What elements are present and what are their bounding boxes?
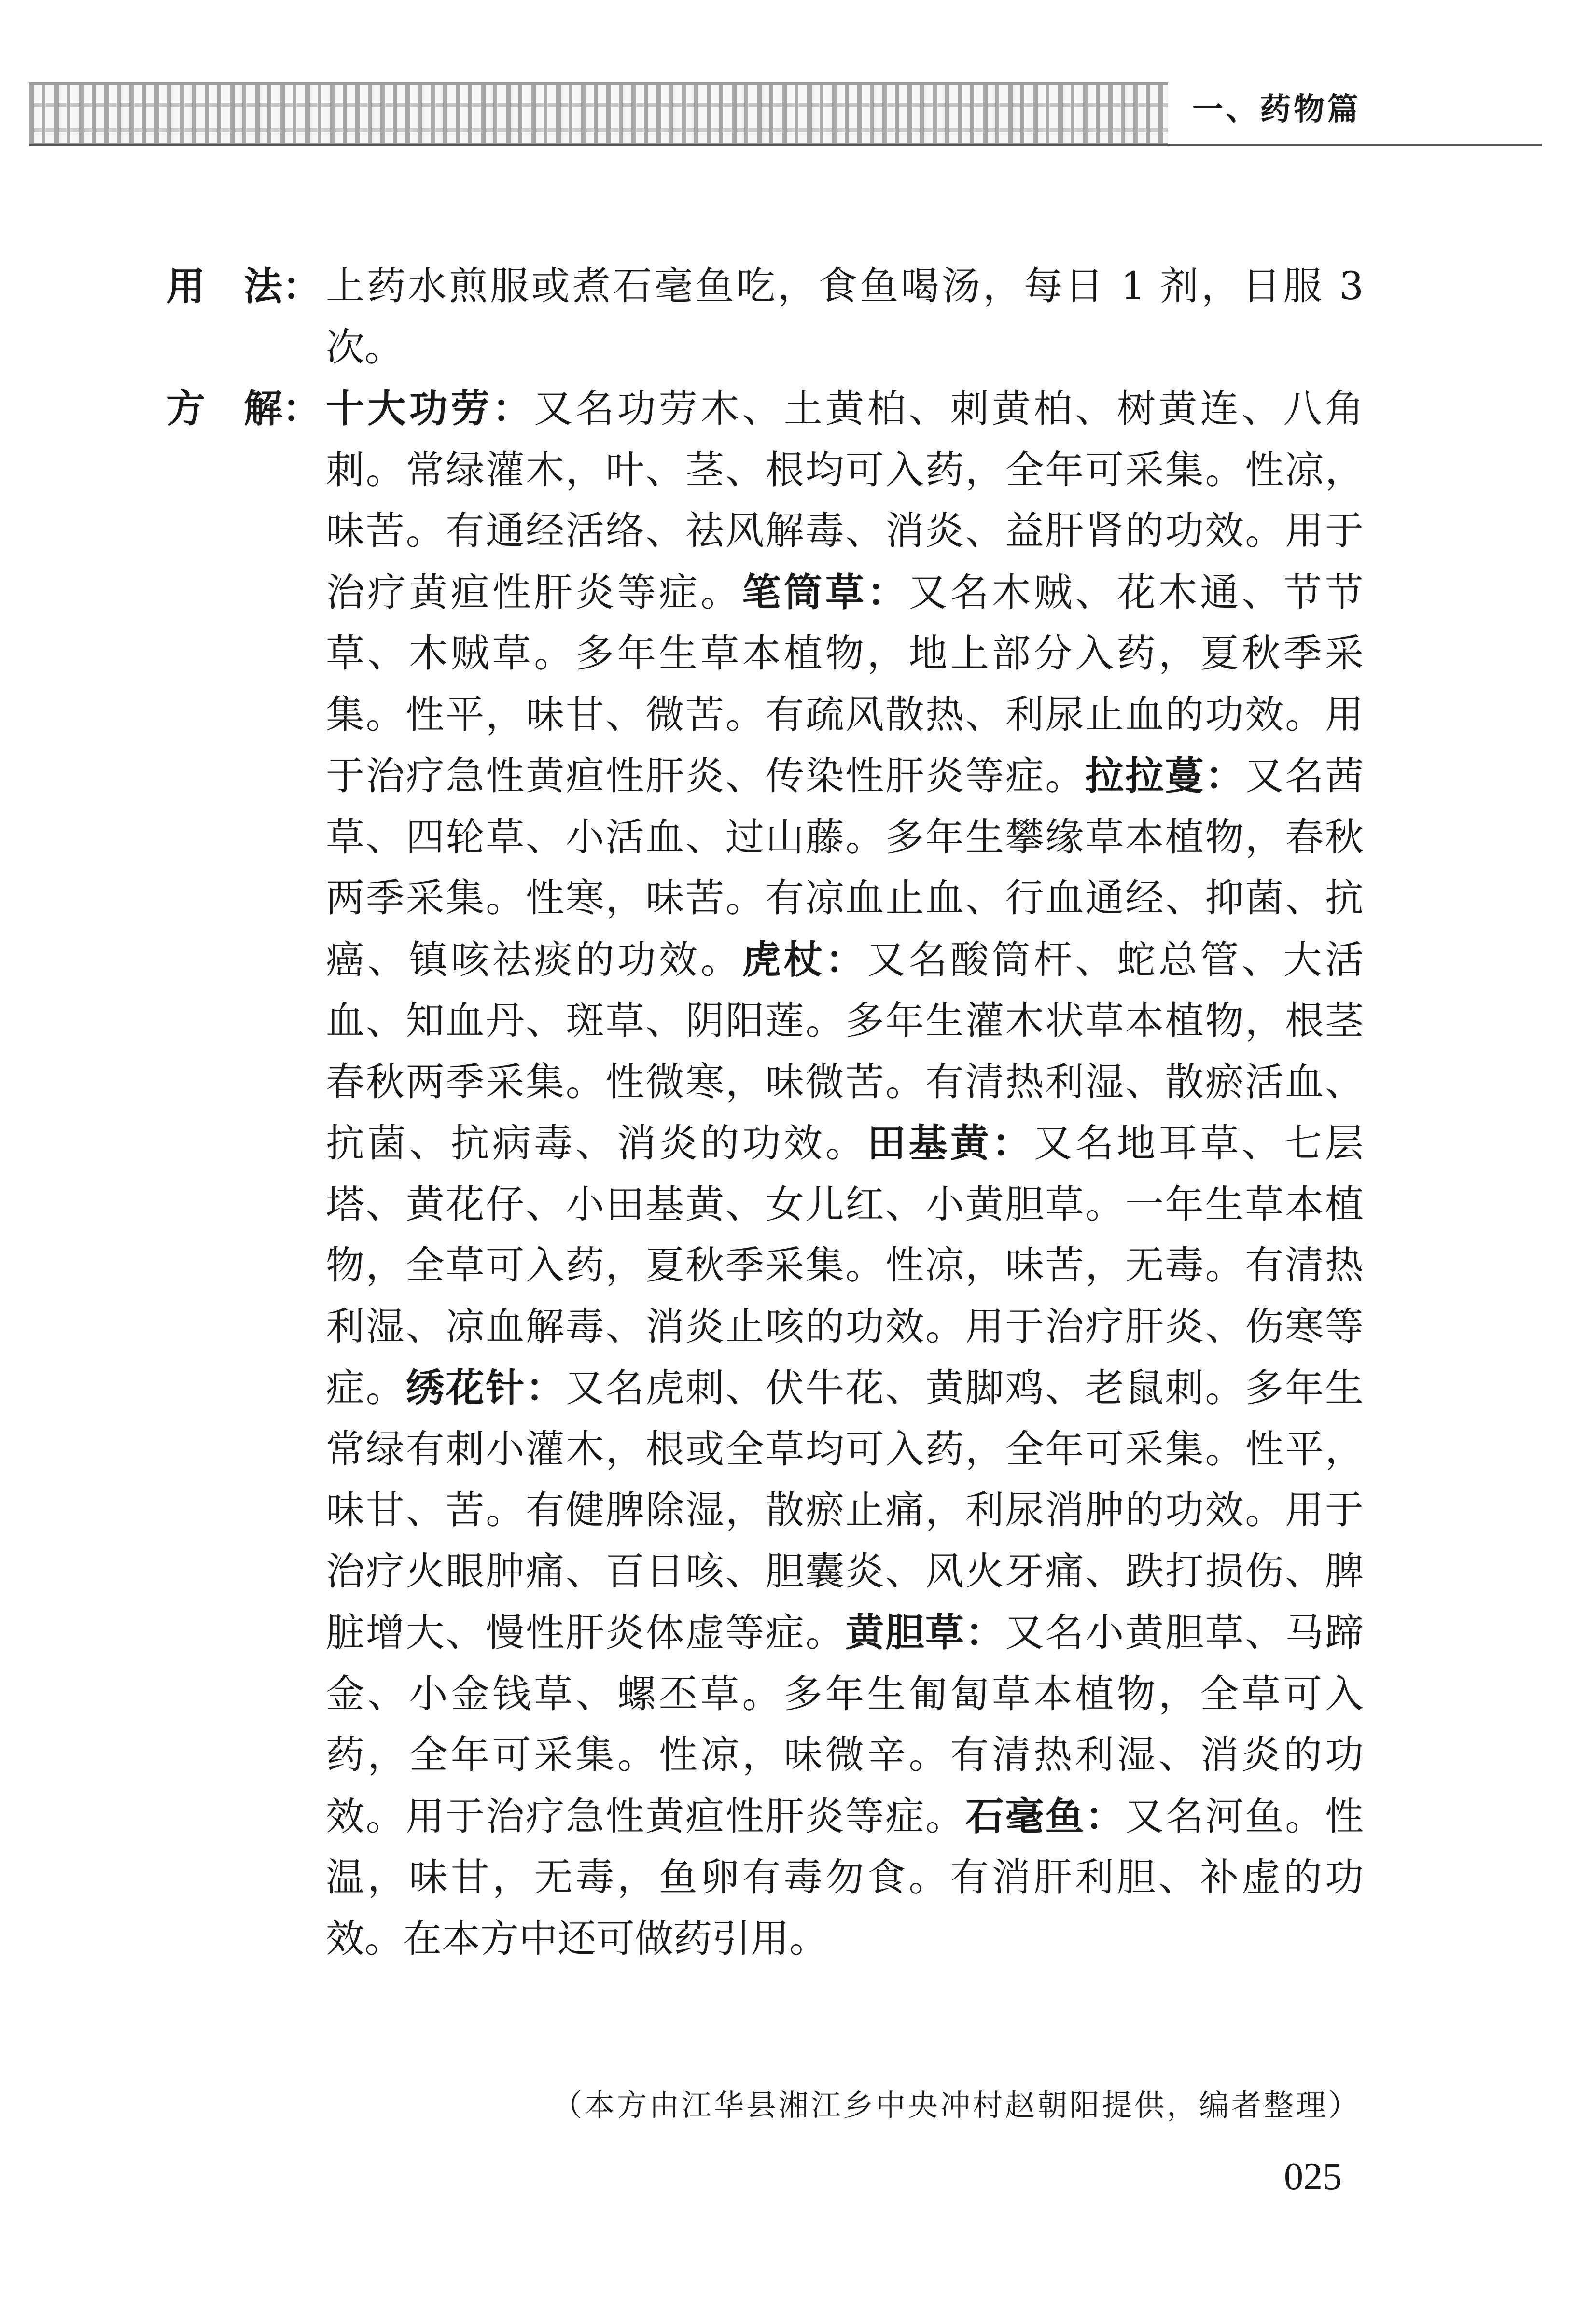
- herb-description: 又名地耳草、七层塔、黄花仔、小田基黄、女儿红、小黄胆草。一年生草本植物，全草可入药，夏秋季采集。性凉，味苦，无毒。有清热利湿、凉血解毒、消炎止咳的功效。用于治疗肝炎、伤寒等症。: [326, 1121, 1364, 1410]
- usage-label: 用 法：: [167, 264, 321, 309]
- explanation-entry: [167, 378, 1364, 1969]
- herb-name: 拉拉蔓：: [1085, 753, 1245, 798]
- page-number: 025: [1284, 2156, 1342, 2198]
- main-text: [167, 256, 1364, 1969]
- herb-description: 又名小黄胆草、马蹄金、小金钱草、螺丕草。多年生匍匐草本植物，全草可入药，全年可采集。性凉，味微辛。有清热利湿、消炎的功效。用于治疗急性黄疸性肝炎等症。: [326, 1610, 1364, 1839]
- header-rule: [29, 144, 1542, 146]
- usage-text: 上药水煎服或煮石毫鱼吃，食鱼喝汤，每日 1 剂，日服 3 次。: [326, 264, 1364, 370]
- herb-name: 黄胆草：: [845, 1610, 1005, 1655]
- herb-description: 又名功劳木、土黄柏、刺黄柏、树黄连、八角刺。常绿灌木，叶、茎、根均可入药，全年可采集。性凉，味苦。有通经活络、祛风解毒、消炎、益肝肾的功效。用于治疗黄疸性肝炎等症。: [326, 386, 1364, 615]
- herb-name: 石毫鱼：: [965, 1793, 1126, 1839]
- herb-description: 又名茜草、四轮草、小活血、过山藤。多年生攀缘草本植物，春秋两季采集。性寒，味苦。有凉血止血、行血通经、抑菌、抗癌、镇咳祛痰的功效。: [326, 753, 1364, 982]
- explanation-label: 方 解：: [167, 386, 321, 431]
- herb-name: 十大功劳：: [326, 386, 534, 431]
- herb-description: 又名酸筒杆、蛇总管、大活血、知血丹、斑草、阴阳莲。多年生灌木状草本植物，根茎春秋两季采集。性微寒，味微苦。有清热利湿、散瘀活血、抗菌、抗病毒、消炎的功效。: [326, 937, 1364, 1166]
- herb-name: 笔筒草：: [742, 569, 909, 615]
- herb-name: 绣花针：: [405, 1365, 566, 1410]
- source-credit: （本方由江华县湘江乡中央冲村赵朝阳提供，编者整理）: [552, 2087, 1361, 2123]
- herb-description: 又名河鱼。性温，味甘，无毒，鱼卵有毒勿食。有消肝利胆、补虚的功效。在本方中还可做药引用。: [326, 1794, 1364, 1961]
- chapter-title: 一、药物篇: [1192, 92, 1361, 127]
- herb-description: 又名虎刺、伏牛花、黄脚鸡、老鼠刺。多年生常绿有刺小灌木，根或全草均可入药，全年可采集。性平，味甘、苦。有健脾除湿，散瘀止痛，利尿消肿的功效。用于治疗火眼肿痛、百日咳、胆囊炎、风火牙痛、跌打损伤、脾脏增大、慢性肝炎体虚等症。: [326, 1365, 1364, 1655]
- herb-description: 又名木贼、花木通、节节草、木贼草。多年生草本植物，地上部分入药，夏秋季采集。性平，味甘、微苦。有疏风散热、利尿止血的功效。用于治疗急性黄疸性肝炎、传染性肝炎等症。: [326, 570, 1364, 798]
- usage-entry: [167, 256, 1364, 378]
- herb-name: 虎杖：: [742, 936, 867, 982]
- header-decoration: [29, 82, 1168, 146]
- herb-name: 田基黄：: [867, 1120, 1034, 1166]
